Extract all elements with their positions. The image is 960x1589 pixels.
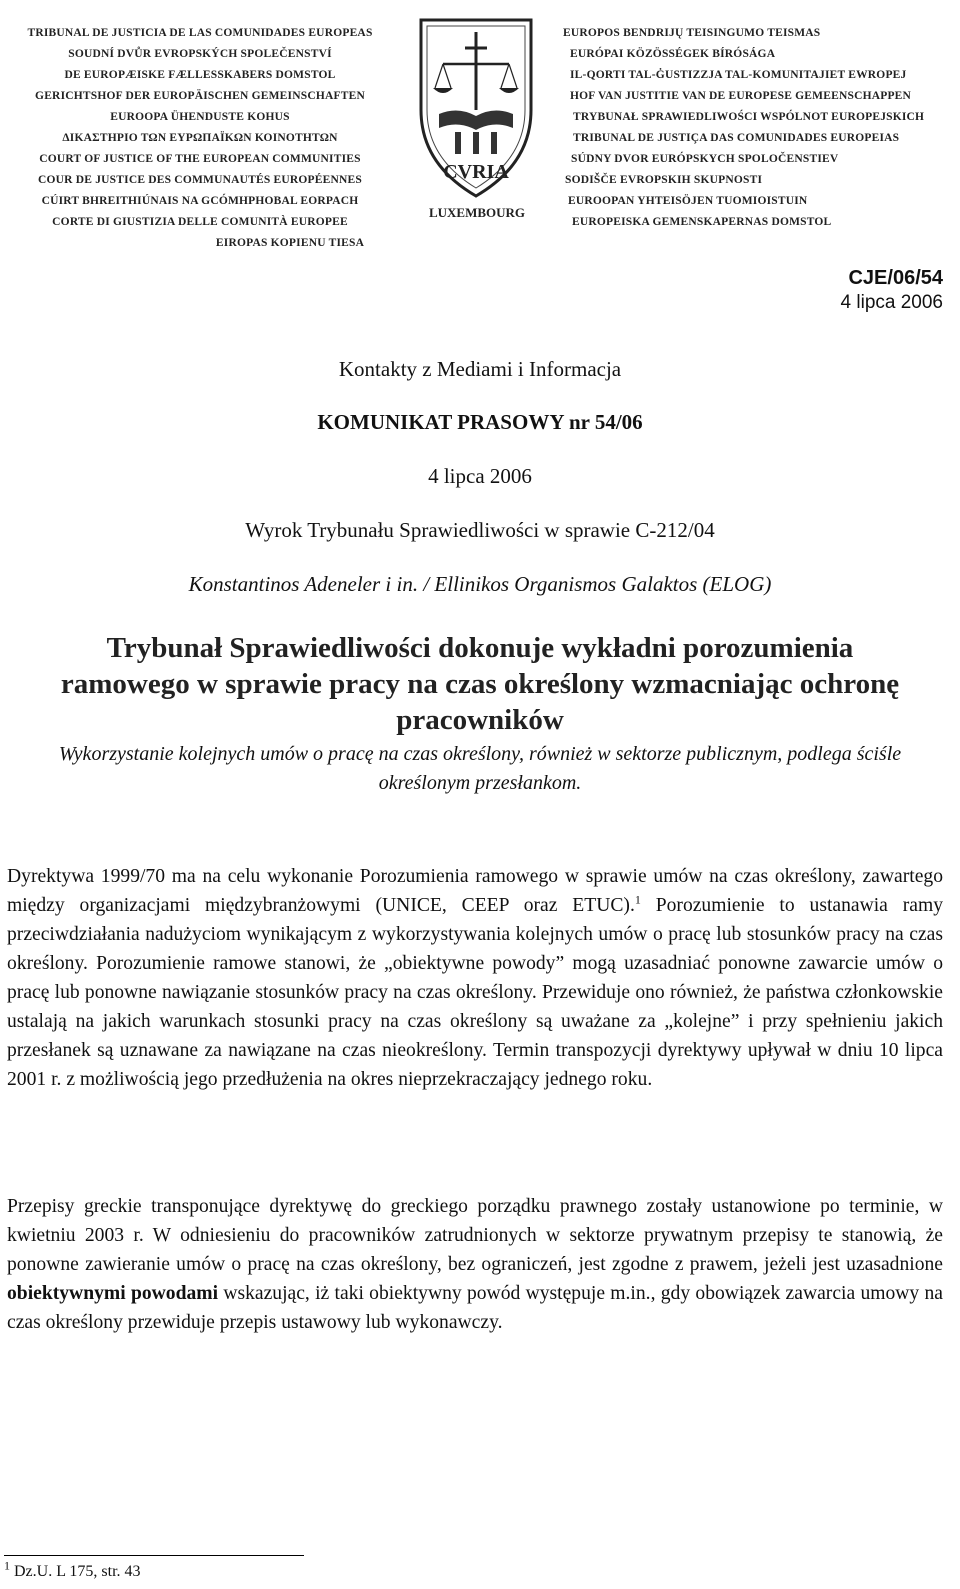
court-name-mt: IL-QORTI TAL-ĠUSTIZZJA TAL-KOMUNITAJIET EWROPEJ: [570, 69, 907, 81]
court-name-ga: CÚIRT BHREITHIÚNAIS NA GCÓMHPHOBAL EORPACH: [41, 195, 359, 207]
footnote-text: Dz.U. L 175, str. 43: [10, 1563, 141, 1580]
case-parties: Konstantinos Adeneler i in. / Ellinikos Organismos Galaktos (ELOG): [188, 572, 772, 596]
court-name-fi: EUROOPAN YHTEISÖJEN TUOMIOISTUIN: [568, 195, 808, 207]
court-name-sk: SÚDNY DVOR EURÓPSKYCH SPOLOČENSTIEV: [571, 153, 839, 165]
document-reference: CJE/06/54: [848, 267, 943, 289]
footnote-reference: 1: [634, 892, 641, 907]
court-name-fr: COUR DE JUSTICE DES COMMUNAUTÉS EUROPÉENNES: [38, 174, 362, 186]
body-paragraph-2: [7, 1192, 943, 1337]
court-name-nl: HOF VAN JUSTITIE VAN DE EUROPESE GEMEENSCHAPPEN: [570, 90, 912, 102]
court-name-el: ΔΙΚΑΣΤΗΡΙΟ ΤΩΝ ΕΥΡΩΠΑΪΚΩΝ ΚΟΙΝΟΤΗΤΩΝ: [62, 132, 338, 144]
court-name-en: COURT OF JUSTICE OF THE EUROPEAN COMMUNITIES: [39, 153, 361, 165]
footnote-mark: 1: [4, 1558, 10, 1573]
court-name-de: GERICHTSHOF DER EUROPÄISCHEN GEMEINSCHAFTEN: [35, 90, 365, 102]
court-name-et: EUROOPA ÜHENDUSTE KOHUS: [110, 111, 290, 123]
contacts-line: Kontakty z Mediami i Informacja: [338, 357, 622, 381]
press-release-date: 4 lipca 2006: [428, 464, 532, 488]
footnote: [4, 1558, 141, 1581]
emblem-cvria-text: CVRIA: [443, 161, 509, 183]
paragraph-1-part-a: Dyrektywa 1999/70 ma na celu wykonanie Porozumienia ramowego w sprawie umów na czas określony, zawartego między organizacjami międzybranżowymi (UNICE, CEEP oraz ETUC).: [7, 866, 943, 916]
court-name-pl: TRYBUNAŁ SPRAWIEDLIWOŚCI WSPÓLNOT EUROPEJSKICH: [573, 111, 925, 123]
court-name-cs: SOUDNÍ DVŮR EVROPSKÝCH SPOLEČENSTVÍ: [68, 48, 332, 60]
court-name-da: DE EUROPÆISKE FÆLLESSKABERS DOMSTOL: [64, 69, 336, 81]
document-meta: [841, 266, 943, 316]
court-letterhead: [0, 0, 960, 262]
press-release-title: KOMUNIKAT PRASOWY nr 54/06: [317, 410, 643, 434]
body-paragraph-1: [7, 862, 943, 1094]
paragraph-2-part-a: Przepisy greckie transponujące dyrektywę do greckiego porządku prawnego zostały ustanowione po terminie, w kwietniu 2003 r. W odniesieniu do pracowników zatrudnionych w sektorze prywatnym przepisy te stanowią, że ponowne zawieranie umów o pracę na czas określony, bez ograniczeń, jest zgodne z prawem, jeżeli jest uzasadnione: [7, 1196, 943, 1275]
court-name-lt: EUROPOS BENDRIJŲ TEISINGUMO TEISMAS: [563, 27, 821, 39]
paragraph-2-part-b: wskazując, iż taki obiektywny powód występuje m.in., gdy obowiązek zawarcia umowy na czas określony przewiduje przepis ustawowy lub wykonawczy.: [7, 1283, 943, 1333]
court-name-it: CORTE DI GIUSTIZIA DELLE COMUNITÀ EUROPEE: [52, 216, 348, 228]
paragraph-1-part-b: Porozumienie to ustanawia ramy przeciwdziałania nadużyciom wynikającym z wykorzystywania kolejnych umów o pracę lub stosunków pracy na czas określony. Porozumienie ramowe stanowi, że „obiektywne powody” mogą uzasadniać ponowne zawarcie umów o pracę lub ponowne nawiązanie stosunków pracy na czas określony. Przewiduje ono również, że państwa członkowskie ustalają na jakich warunkach stosunki pracy na czas określony są uważane za „kolejne” i przy spełnieniu jakich przesłanek są uznawane za nawiązane na czas nieokreślony. Termin transpozycji dyrektywy upływał w dniu 10 lipca 2001 r. z możliwością jego przedłużenia na okres nieprzekraczający jednego roku.: [7, 895, 943, 1090]
court-name-es: TRIBUNAL DE JUSTICIA DE LAS COMUNIDADES EUROPEAS: [27, 27, 373, 39]
court-name-hu: EURÓPAI KÖZÖSSÉGEK BÍRÓSÁGA: [570, 48, 776, 60]
headline: Trybunał Sprawiedliwości dokonuje wykładni porozumienia ramowego w sprawie pracy na czas określony wzmacniając ochronę pracowników: [60, 632, 900, 736]
court-emblem-icon: [413, 14, 539, 214]
court-name-lv: EIROPAS KOPIENU TIESA: [215, 237, 365, 249]
city-label: LUXEMBOURG: [428, 205, 526, 220]
court-name-sv: EUROPEISKA GEMENSKAPERNAS DOMSTOL: [572, 216, 832, 228]
judgment-line: Wyrok Trybunału Sprawiedliwości w sprawie C-212/04: [245, 518, 715, 542]
court-name-sl: SODIŠČE EVROPSKIH SKUPNOSTI: [565, 174, 763, 186]
subheadline: Wykorzystanie kolejnych umów o pracę na czas określony, również w sektorze publicznym, podlega ściśle określonym przesłankom.: [58, 743, 902, 794]
document-date: 4 lipca 2006: [840, 292, 943, 313]
paragraph-2-emphasis: obiektywnymi powodami: [7, 1283, 219, 1304]
footnote-divider: [4, 1555, 304, 1556]
court-name-pt: TRIBUNAL DE JUSTIÇA DAS COMUNIDADES EUROPEIAS: [573, 132, 900, 144]
